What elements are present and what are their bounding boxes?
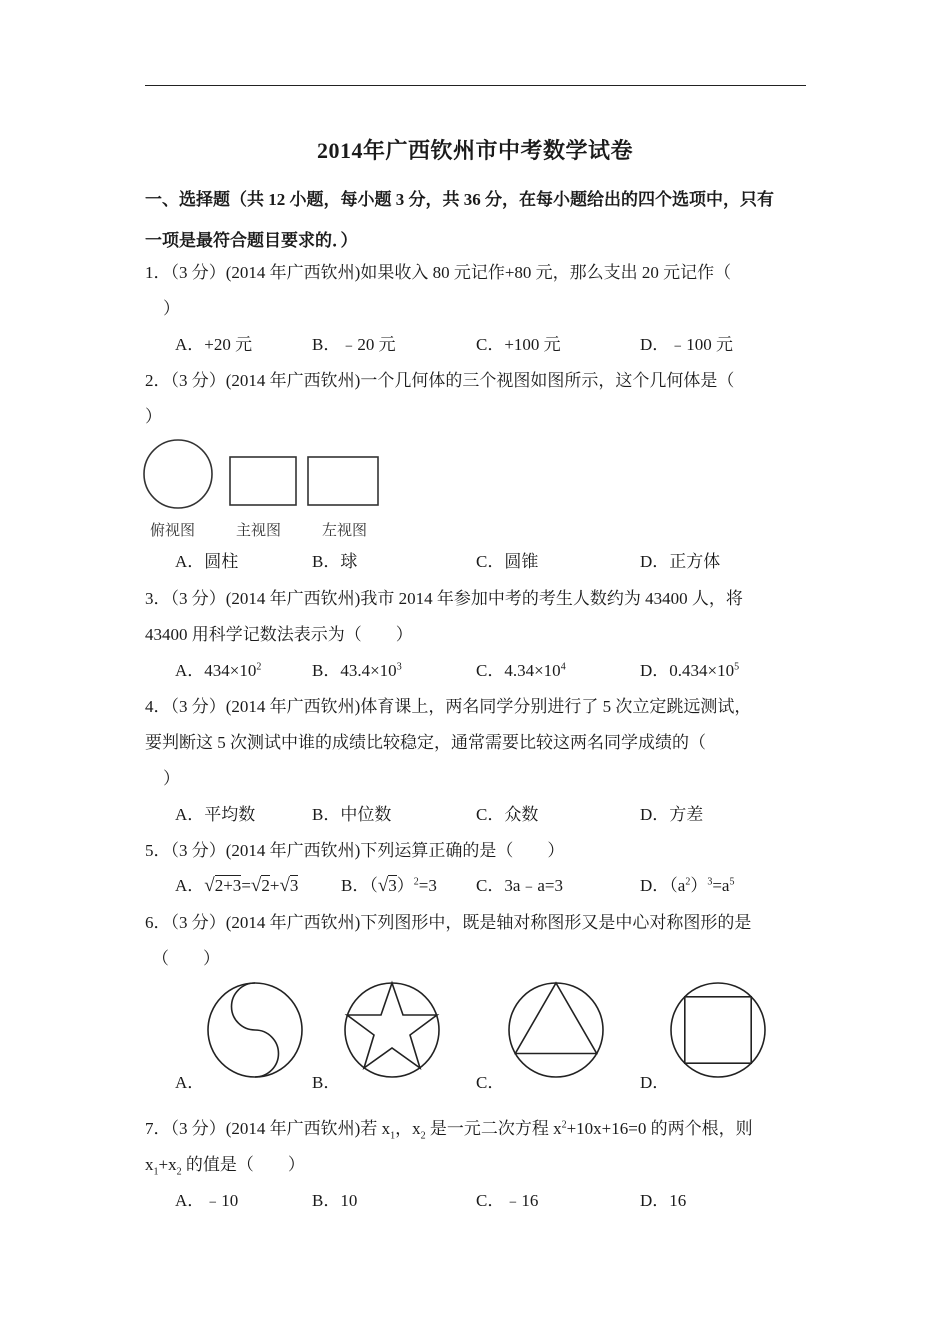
- q2-stem-line2: ）: [145, 407, 162, 426]
- q5-option-d[interactable]: D．$(a^2)^3=a^5$: [640, 876, 735, 895]
- q3-stem-line1: 3．（3 分）(2014 年广西钦州)我市 2014 年参加中考的考生人数约为 43400 人，将: [145, 589, 743, 608]
- q5-stem: 5．（3 分）(2014 年广西钦州)下列运算正确的是（ ）: [145, 841, 565, 860]
- q3-option-c[interactable]: C．$4.34\times 10^4$: [476, 661, 566, 680]
- top-view-label: 俯视图: [150, 521, 196, 539]
- q7-stem-line2: $x_1+x_2$ 的值是（ ）: [145, 1155, 305, 1178]
- side-view-rect: [308, 457, 378, 505]
- q7-option-a[interactable]: A．﹣10: [175, 1191, 239, 1210]
- figure-b-star-in-circle: [342, 980, 442, 1080]
- q7-stem-line1: 7．（3 分）(2014 年广西钦州)若 $x_1$，$x_2$ 是一元二次方程 $x^2+10x+16=0$ 的两个根，则: [145, 1119, 753, 1142]
- q3-option-b[interactable]: B．$43.4\times 10^3$: [312, 661, 402, 680]
- figure-d-square-in-circle: [668, 980, 768, 1080]
- q1-stem-line2: ）: [163, 299, 180, 318]
- figure-a-yinyang: [205, 980, 305, 1080]
- q1-option-b[interactable]: B．﹣20 元: [312, 335, 396, 354]
- q6-option-b[interactable]: B．: [312, 1073, 341, 1092]
- q4-option-d[interactable]: D．方差: [640, 805, 704, 824]
- q4-stem-line1: 4．（3 分）(2014 年广西钦州)体育课上，两名同学分别进行了 5 次立定跳远测试，: [145, 697, 752, 716]
- q4-stem-line3: ）: [163, 769, 180, 788]
- q1-option-a[interactable]: A．+20 元: [175, 335, 253, 354]
- top-view-circle: [144, 440, 212, 508]
- q2-option-d[interactable]: D．正方体: [640, 552, 721, 571]
- q6-option-c[interactable]: C．: [476, 1073, 505, 1092]
- q7-option-c[interactable]: C．﹣16: [476, 1191, 539, 1210]
- front-view-label: 主视图: [236, 521, 282, 539]
- q3-option-a[interactable]: A．$434\times 10^2$: [175, 661, 262, 680]
- q7-option-d[interactable]: D．16: [640, 1191, 687, 1210]
- q4-option-a[interactable]: A．平均数: [175, 805, 256, 824]
- q7-option-b[interactable]: B．10: [312, 1191, 358, 1210]
- q2-option-a[interactable]: A．圆柱: [175, 552, 239, 571]
- q5-option-b[interactable]: B．$(√3)^2=3$: [341, 875, 437, 896]
- q2-option-c[interactable]: C．圆锥: [476, 552, 539, 571]
- section-heading-line1: 一、选择题（共 12 小题，每小题 3 分，共 36 分，在每小题给出的四个选项中，只有: [145, 190, 774, 209]
- q1-option-d[interactable]: D．﹣100 元: [640, 335, 734, 354]
- q6-stem-line1: 6．（3 分）(2014 年广西钦州)下列图形中，既是轴对称图形又是中心对称图形的是: [145, 913, 752, 932]
- page-title: 2014年广西钦州市中考数学试卷: [316, 138, 633, 163]
- q4-option-c[interactable]: C．众数: [476, 805, 539, 824]
- q5-option-a[interactable]: A．√2+3=√2+√3: [175, 875, 299, 896]
- q1-stem-line1: 1．（3 分）(2014 年广西钦州)如果收入 80 元记作+80 元，那么支出 20 元记作（: [145, 263, 732, 282]
- figure-c-triangle-in-circle: [506, 980, 606, 1080]
- q2-option-b[interactable]: B．球: [312, 552, 358, 571]
- front-view-rect: [230, 457, 296, 505]
- q2-stem-line1: 2．（3 分）(2014 年广西钦州)一个几何体的三个视图如图所示，这个几何体是（: [145, 371, 735, 390]
- q3-stem-line2: 43400 用科学记数法表示为（ ）: [145, 625, 413, 644]
- side-view-label: 左视图: [322, 521, 368, 539]
- q5-option-c[interactable]: C．3a﹣a=3: [476, 876, 564, 895]
- section-heading-line2: 一项是最符合题目要求的．）: [145, 231, 358, 250]
- q1-option-c[interactable]: C．+100 元: [476, 335, 561, 354]
- three-views-figure: [142, 440, 382, 512]
- q4-option-b[interactable]: B．中位数: [312, 805, 392, 824]
- header-rule: [145, 85, 806, 86]
- q6-option-a[interactable]: A．: [175, 1073, 205, 1092]
- q6-stem-line2: （ ）: [152, 949, 220, 968]
- q6-option-d[interactable]: D．: [640, 1073, 670, 1092]
- q4-stem-line2: 要判断这 5 次测试中谁的成绩比较稳定，通常需要比较这两名同学成绩的（: [145, 733, 706, 752]
- q3-option-d[interactable]: D．$0.434\times 10^5$: [640, 661, 740, 680]
